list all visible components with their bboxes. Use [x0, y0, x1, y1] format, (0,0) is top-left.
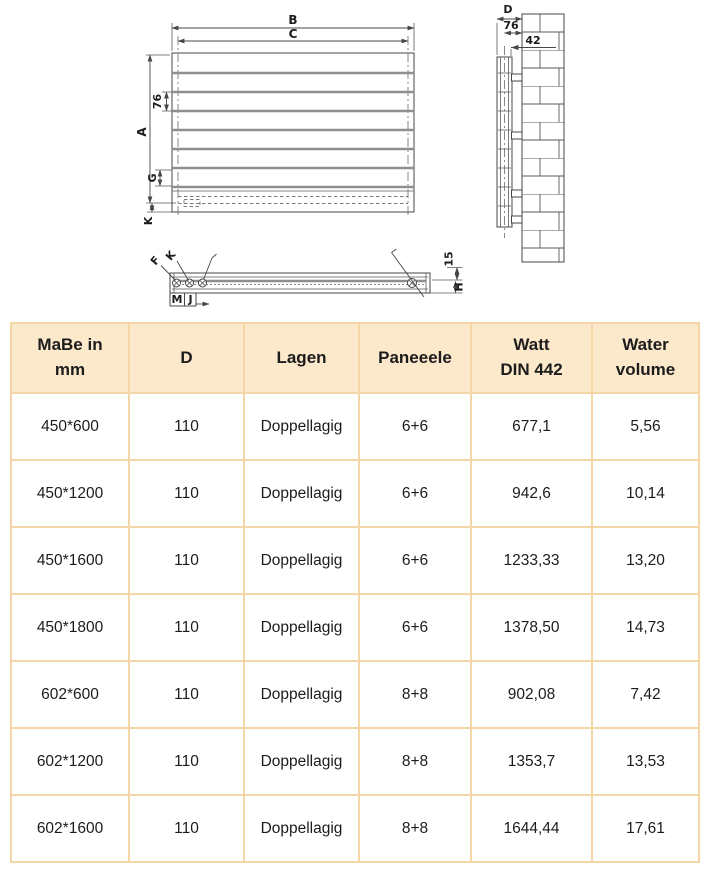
table-row: [11, 661, 699, 728]
cell-volume: 5,56: [592, 393, 699, 460]
cell-volume: 17,61: [592, 795, 699, 862]
technical-drawing: [0, 0, 708, 320]
front-view: [135, 13, 414, 225]
cell-depth: 110: [129, 594, 244, 661]
header-line: volume: [615, 360, 676, 379]
cell-depth: 110: [129, 728, 244, 795]
table-row: [11, 460, 699, 527]
cell-watt: 1353,7: [471, 728, 592, 795]
header-line: MaBe in: [37, 335, 103, 355]
brick-wall: [522, 14, 564, 262]
cell-panels: 8+8: [359, 728, 471, 795]
cell-volume: 14,73: [592, 594, 699, 661]
cell-volume: 13,20: [592, 527, 699, 594]
dim-label-j: J: [188, 293, 193, 306]
cell-layers: Doppellagig: [244, 527, 359, 594]
cell-size: 450*600: [11, 393, 129, 460]
dim-label-h: H: [452, 282, 466, 292]
cell-depth: 110: [129, 393, 244, 460]
bottom-view: [148, 248, 466, 306]
radiator-top-profile: [170, 273, 430, 293]
cell-size: 602*1600: [11, 795, 129, 862]
cell-size: 602*600: [11, 661, 129, 728]
dim-label-c: C: [288, 27, 298, 41]
col-header-paneele: [359, 323, 471, 393]
cell-panels: 6+6: [359, 393, 471, 460]
cell-volume: 10,14: [592, 460, 699, 527]
cell-watt: 902,08: [471, 661, 592, 728]
dim-label-76-side: 76: [503, 19, 519, 32]
header-line: Lagen: [276, 347, 327, 367]
cell-volume: 7,42: [592, 661, 699, 728]
cell-layers: Doppellagig: [244, 594, 359, 661]
wall-bracket: [512, 74, 523, 81]
header-line: Water: [622, 335, 669, 355]
header-line: Paneeele: [378, 347, 452, 367]
header-row: [11, 323, 699, 393]
side-view: [497, 3, 564, 262]
dim-label-15: 15: [442, 251, 456, 267]
col-header-d: [129, 323, 244, 393]
dim-label-42: 42: [525, 34, 541, 47]
col-header-mabe: [11, 323, 129, 393]
table-row: [11, 795, 699, 862]
spec-table-header: [11, 323, 699, 393]
dim-label-k-bottom: K: [163, 248, 179, 264]
dim-label-a: A: [135, 127, 149, 137]
dim-label-76-front: 76: [151, 93, 164, 110]
cell-depth: 110: [129, 460, 244, 527]
table-row: [11, 393, 699, 460]
cell-size: 450*1600: [11, 527, 129, 594]
dim-label-d: D: [503, 3, 513, 16]
table-row: [11, 728, 699, 795]
cell-layers: Doppellagig: [244, 393, 359, 460]
cell-panels: 6+6: [359, 460, 471, 527]
header-line: D: [180, 347, 193, 367]
cell-volume: 13,53: [592, 728, 699, 795]
cell-size: 450*1800: [11, 594, 129, 661]
cell-layers: Doppellagig: [244, 728, 359, 795]
cell-depth: 110: [129, 661, 244, 728]
dim-label-b: B: [288, 13, 298, 27]
dim-label-k-front: K: [142, 216, 155, 226]
spec-table: [10, 322, 700, 863]
wall-bracket: [512, 190, 523, 197]
cell-size: 450*1200: [11, 460, 129, 527]
col-header-watervolume: [592, 323, 699, 393]
cell-watt: 1644,44: [471, 795, 592, 862]
cell-panels: 6+6: [359, 594, 471, 661]
dim-label-m: M: [171, 293, 183, 306]
header-line: Watt: [513, 335, 550, 355]
wall-bracket: [512, 216, 523, 223]
cell-panels: 8+8: [359, 661, 471, 728]
table-row: [11, 594, 699, 661]
cell-watt: 1378,50: [471, 594, 592, 661]
cell-panels: 6+6: [359, 527, 471, 594]
cell-layers: Doppellagig: [244, 661, 359, 728]
cell-panels: 8+8: [359, 795, 471, 862]
wall-bracket: [512, 132, 523, 139]
dim-label-f: F: [147, 253, 163, 268]
cell-watt: 677,1: [471, 393, 592, 460]
cell-depth: 110: [129, 795, 244, 862]
table-row: [11, 527, 699, 594]
header-line: mm: [54, 360, 86, 379]
col-header-watt: [471, 323, 592, 393]
spec-table-body: [11, 393, 699, 862]
cell-layers: Doppellagig: [244, 460, 359, 527]
cell-watt: 942,6: [471, 460, 592, 527]
cell-layers: Doppellagig: [244, 795, 359, 862]
radiator-slats: [172, 73, 414, 187]
valve-detail: [184, 200, 200, 207]
cell-size: 602*1200: [11, 728, 129, 795]
cell-watt: 1233,33: [471, 527, 592, 594]
col-header-lagen: [244, 323, 359, 393]
cell-depth: 110: [129, 527, 244, 594]
dim-label-g: G: [146, 173, 159, 183]
header-line: DIN 442: [500, 360, 563, 379]
